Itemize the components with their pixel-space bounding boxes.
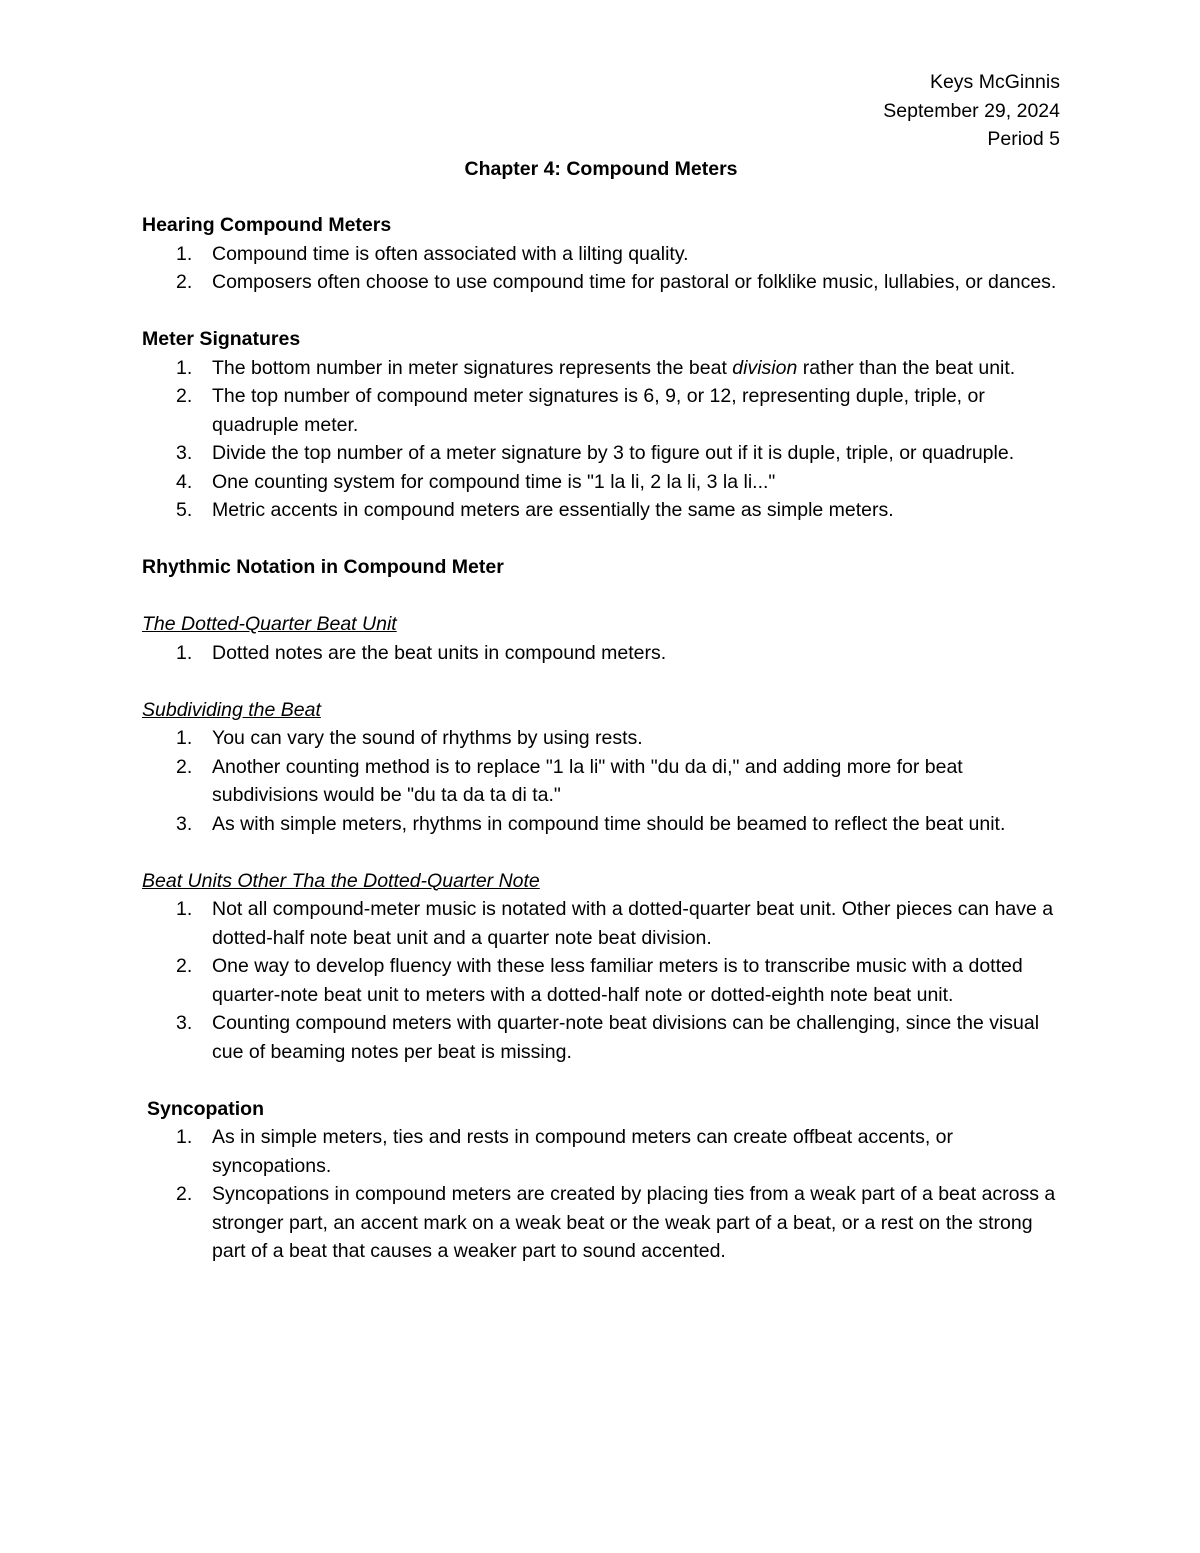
document-body (142, 211, 1060, 1294)
numbered-list (142, 724, 1060, 838)
list-item-text: One counting system for compound time is "1 la li, 2 la li, 3 la li..." (212, 470, 776, 493)
section-meter-signatures (142, 325, 1060, 525)
numbered-list (142, 354, 1060, 525)
list-item-text: Not all compound-meter music is notated with a dotted-quarter beat unit. Other pieces can have a dotted-half note beat unit and a quarter note beat division. (212, 898, 1054, 949)
document-page (142, 0, 1060, 1553)
list-item (142, 439, 1060, 468)
list-number: 2. (176, 1183, 193, 1205)
document-date: September 29, 2024 (883, 99, 1060, 122)
subsection-heading: Beat Units Other Tha the Dotted-Quarter Note (142, 869, 540, 892)
numbered-list (142, 240, 1060, 297)
subsection-heading: The Dotted-Quarter Beat Unit (142, 613, 397, 635)
document-header (883, 68, 1060, 154)
list-number: 5. (176, 499, 193, 521)
section-heading: Meter Signatures (142, 328, 301, 350)
section-other-beat-units (142, 867, 1060, 1067)
subsection-heading: Subdividing the Beat (142, 698, 321, 721)
numbered-list (142, 895, 1060, 1066)
list-item-text: You can vary the sound of rhythms by using rests. (212, 727, 643, 749)
list-number: 1. (176, 898, 193, 920)
list-item-text: One way to develop fluency with these less familiar meters is to transcribe music with a dotted quarter-note beat unit to meters with a dotted-half note or dotted-eighth note beat unit. (212, 955, 1023, 1006)
list-number: 1. (176, 1126, 193, 1148)
list-item-text: As in simple meters, ties and rests in compound meters can create offbeat accents, or syncopations. (212, 1126, 953, 1177)
author-name: Keys McGinnis (929, 71, 1060, 93)
list-item-text: Divide the top number of a meter signature by 3 to figure out if it is duple, triple, or quadruple. (212, 442, 1015, 464)
section-rhythmic-notation (142, 553, 1060, 582)
list-item (142, 240, 1060, 269)
list-item-text: Dotted notes are the beat units in compound meters. (212, 641, 667, 664)
list-number: 1. (176, 242, 193, 265)
section-heading: Hearing Compound Meters (142, 214, 392, 236)
list-item (142, 382, 1060, 439)
text-run: rather than the beat unit. (797, 356, 1016, 379)
list-item (142, 468, 1060, 497)
section-syncopation (142, 1095, 1060, 1266)
numbered-list (142, 1123, 1060, 1266)
list-item (142, 354, 1060, 383)
section-subdividing-the-beat (142, 696, 1060, 839)
class-period: Period 5 (987, 128, 1060, 150)
list-item-text (212, 357, 1015, 379)
text-run: The bottom number in meter signatures represents the beat (212, 356, 733, 379)
list-number: 2. (176, 385, 193, 407)
list-item (142, 724, 1060, 753)
section-heading: Syncopation (147, 1097, 265, 1120)
section-hearing-compound-meters (142, 211, 1060, 297)
list-item-text: Composers often choose to use compound time for pastoral or folklike music, lullabies, or dances. (212, 271, 1057, 293)
emphasis-text: division (732, 356, 798, 379)
list-item (142, 1180, 1060, 1266)
list-item (142, 1009, 1060, 1066)
list-number: 1. (176, 727, 193, 749)
list-number: 2. (176, 955, 193, 977)
list-number: 3. (176, 1012, 193, 1034)
list-item-text: As with simple meters, rhythms in compound time should be beamed to reflect the beat unit. (212, 812, 1006, 835)
list-number: 3. (176, 812, 193, 835)
list-item (142, 496, 1060, 525)
list-number: 1. (176, 356, 193, 379)
list-item (142, 895, 1060, 952)
list-number: 2. (176, 755, 193, 778)
list-item-text: Compound time is often associated with a lilting quality. (212, 242, 689, 265)
list-item-text: The top number of compound meter signatures is 6, 9, or 12, representing duple, triple, or quadruple meter. (212, 385, 985, 436)
list-item-text: Counting compound meters with quarter-note beat divisions can be challenging, since the visual cue of beaming notes per beat is missing. (212, 1012, 1040, 1063)
list-item (142, 268, 1060, 297)
document-title: Chapter 4: Compound Meters (464, 158, 738, 180)
list-item (142, 952, 1060, 1009)
list-number: 2. (176, 271, 193, 293)
list-item-text: Another counting method is to replace "1 la li" with "du da di," and adding more for beat subdivisions would be "du ta da ta di ta." (212, 755, 963, 806)
list-item-text: Syncopations in compound meters are created by placing ties from a weak part of a beat across a stronger part, an accent mark on a weak beat or the weak part of a beat, or a rest on the strong part of a beat that causes a weaker part to sound accented. (212, 1183, 1056, 1262)
numbered-list (142, 639, 1060, 668)
list-item (142, 1123, 1060, 1180)
section-dotted-quarter-beat-unit (142, 610, 1060, 667)
list-item (142, 810, 1060, 839)
list-number: 3. (176, 442, 193, 464)
list-item-text: Metric accents in compound meters are essentially the same as simple meters. (212, 499, 894, 521)
list-item (142, 639, 1060, 668)
list-number: 4. (176, 470, 193, 493)
list-number: 1. (176, 641, 193, 664)
section-heading: Rhythmic Notation in Compound Meter (142, 556, 504, 578)
list-item (142, 753, 1060, 810)
